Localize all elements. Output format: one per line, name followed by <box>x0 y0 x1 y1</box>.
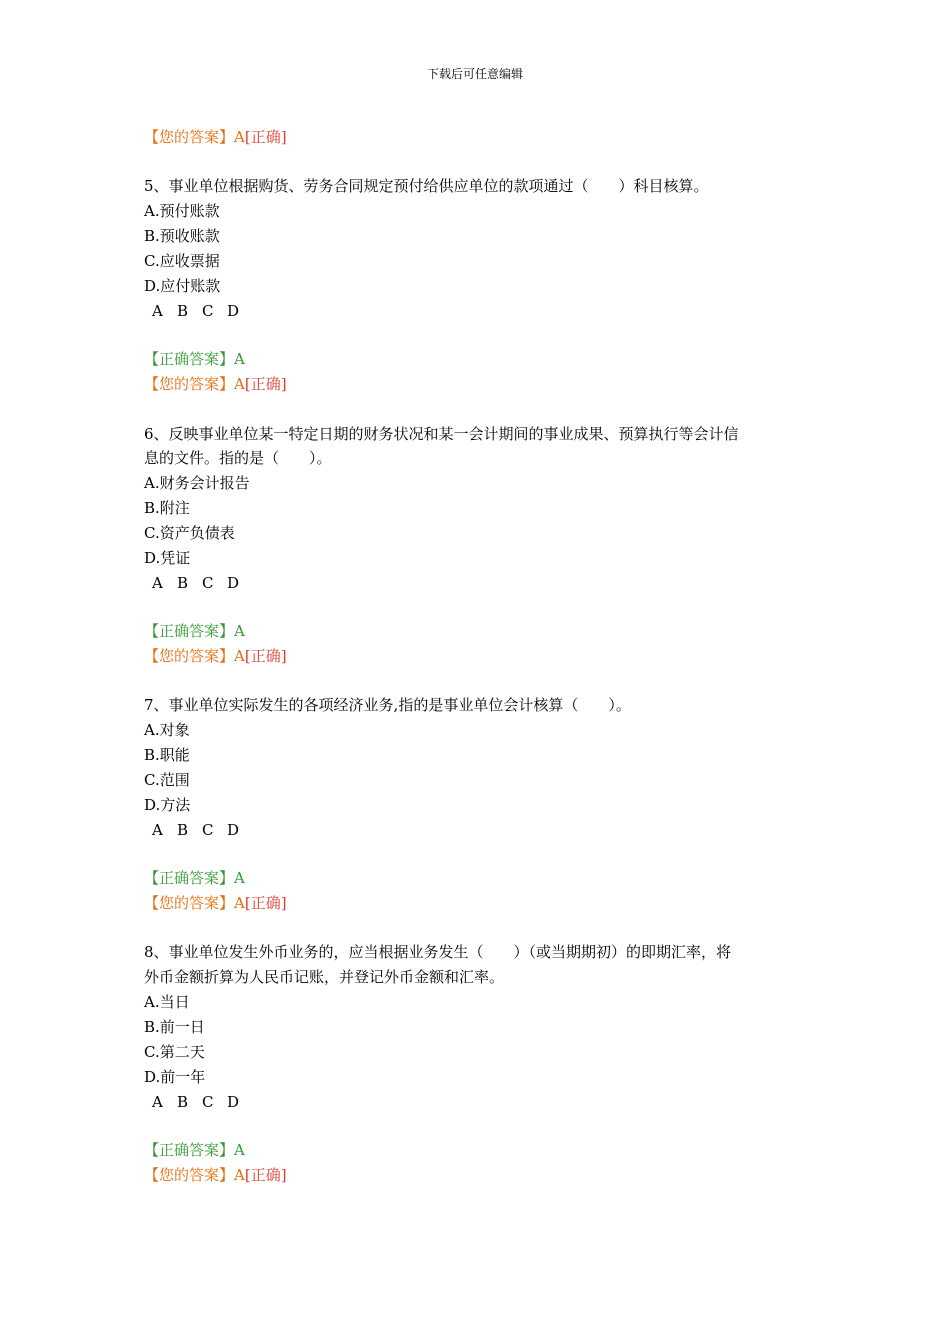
option-d: D.前一年 <box>144 1068 206 1086</box>
option-b: B.预收账款 <box>144 227 220 245</box>
correct-answer-label: 【正确答案】 <box>144 1141 235 1159</box>
your-answer-value: A <box>234 647 245 665</box>
choice-d[interactable]: D <box>227 574 240 592</box>
option-b: B.前一日 <box>144 1018 205 1036</box>
question-text-cont: 息的文件。指的是（ ）。 <box>144 449 332 467</box>
your-answer-value: A <box>234 894 245 912</box>
correct-answer-value: A <box>234 622 245 640</box>
choice-a[interactable]: A <box>152 302 163 320</box>
choice-c[interactable]: C <box>202 574 214 592</box>
question-text-cont: 外币金额折算为人民币记账，并登记外币金额和汇率。 <box>144 968 505 986</box>
your-answer-label: 【您的答案】 <box>144 1166 235 1184</box>
correct-answer-label: 【正确答案】 <box>144 350 235 368</box>
option-c: C.范围 <box>144 771 190 789</box>
choice-c[interactable]: C <box>202 1093 214 1111</box>
your-answer-value: A <box>234 128 245 146</box>
choice-b[interactable]: B <box>177 1093 189 1111</box>
option-d: D.方法 <box>144 796 191 814</box>
choice-c[interactable]: C <box>202 821 214 839</box>
correct-answer-line <box>144 621 245 641</box>
question-text: 7、事业单位实际发生的各项经济业务,指的是事业单位会计核算（ ）。 <box>144 696 631 714</box>
your-answer-line <box>144 646 287 666</box>
option-c: C.应收票据 <box>144 252 220 270</box>
correct-answer-label: 【正确答案】 <box>144 869 235 887</box>
your-answer-label: 【您的答案】 <box>144 375 235 393</box>
correct-answer-line <box>144 1140 245 1160</box>
your-answer-label: 【您的答案】 <box>144 128 235 146</box>
correct-answer-label: 【正确答案】 <box>144 622 235 640</box>
option-d: D.凭证 <box>144 549 191 567</box>
question-text: 8、事业单位发生外币业务的，应当根据业务发生（ ）（或当期期初）的即期汇率，将 <box>144 943 732 961</box>
your-answer-label: 【您的答案】 <box>144 647 235 665</box>
page-header: 下载后可任意编辑 <box>426 67 523 81</box>
answer-result: [正确] <box>244 128 287 146</box>
option-d: D.应付账款 <box>144 277 221 295</box>
option-c: C.资产负债表 <box>144 524 235 542</box>
correct-answer-value: A <box>234 1141 245 1159</box>
option-a: A.财务会计报告 <box>144 474 250 492</box>
option-a: A.当日 <box>144 993 190 1011</box>
option-c: C.第二天 <box>144 1043 205 1061</box>
choice-d[interactable]: D <box>227 821 240 839</box>
your-answer-line <box>144 127 287 147</box>
your-answer-line <box>144 374 287 394</box>
option-b: B.职能 <box>144 746 190 764</box>
choice-row <box>144 301 252 321</box>
option-b: B.附注 <box>144 499 190 517</box>
correct-answer-line <box>144 868 245 888</box>
choice-b[interactable]: B <box>177 821 189 839</box>
option-a: A.对象 <box>144 721 190 739</box>
your-answer-value: A <box>234 1166 245 1184</box>
question-text: 5、事业单位根据购货、劳务合同规定预付给供应单位的款项通过（ ）科目核算。 <box>144 177 709 195</box>
answer-result: [正确] <box>244 647 287 665</box>
choice-row <box>144 1092 252 1112</box>
choice-a[interactable]: A <box>152 1093 163 1111</box>
your-answer-label: 【您的答案】 <box>144 894 235 912</box>
choice-a[interactable]: A <box>152 574 163 592</box>
choice-row <box>144 820 252 840</box>
choice-b[interactable]: B <box>177 302 189 320</box>
your-answer-line <box>144 1165 287 1185</box>
choice-d[interactable]: D <box>227 1093 240 1111</box>
answer-result: [正确] <box>244 375 287 393</box>
your-answer-line <box>144 893 287 913</box>
correct-answer-value: A <box>234 350 245 368</box>
choice-row <box>144 573 252 593</box>
choice-c[interactable]: C <box>202 302 214 320</box>
question-text: 6、反映事业单位某一特定日期的财务状况和某一会计期间的事业成果、预算执行等会计信 <box>144 425 739 443</box>
choice-d[interactable]: D <box>227 302 240 320</box>
choice-a[interactable]: A <box>152 821 163 839</box>
option-a: A.预付账款 <box>144 202 220 220</box>
correct-answer-line <box>144 349 245 369</box>
answer-result: [正确] <box>244 1166 287 1184</box>
your-answer-value: A <box>234 375 245 393</box>
correct-answer-value: A <box>234 869 245 887</box>
answer-result: [正确] <box>244 894 287 912</box>
choice-b[interactable]: B <box>177 574 189 592</box>
